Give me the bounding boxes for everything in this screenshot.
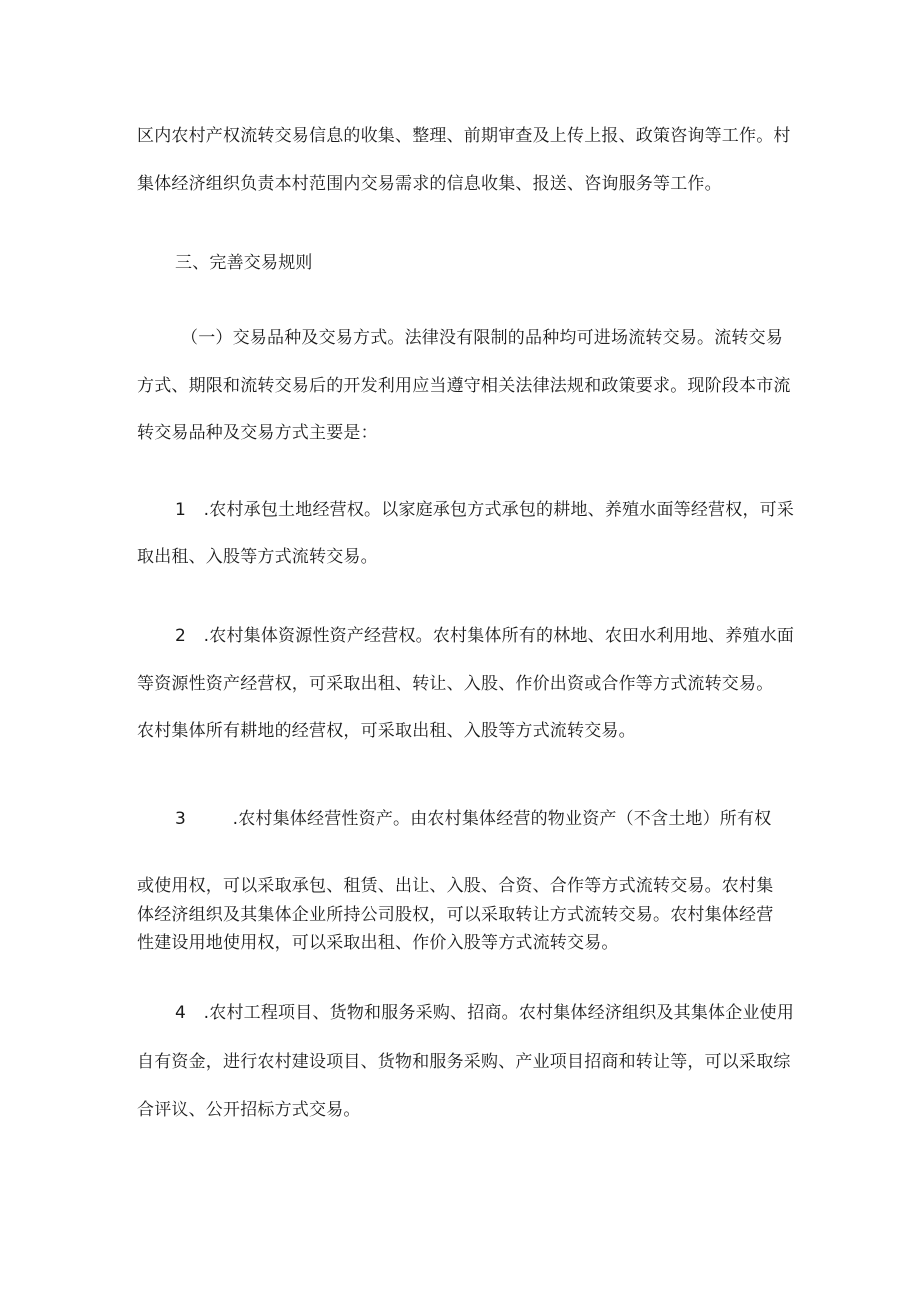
item4-line1 <box>175 1001 794 1025</box>
para1-line2: 集体经济组织负责本村范围内交易需求的信息收集、报送、咨询服务等工作。 <box>137 174 722 194</box>
item1-text: .农村承包土地经营权。以家庭承包方式承包的耕地、养殖水面等经营权，可采 <box>203 500 795 520</box>
item2-line3: 农村集体所有耕地的经营权，可采取出租、入股等方式流转交易。 <box>137 721 636 741</box>
item3-line4: 性建设用地使用权，可以采取出租、作价入股等方式流转交易。 <box>137 933 619 953</box>
item4-line3: 合评议、公开招标方式交易。 <box>137 1100 361 1120</box>
item1-line1 <box>175 498 794 522</box>
item3-number: 3 <box>175 809 187 829</box>
item2-text: .农村集体资源性资产经营权。农村集体所有的林地、农田水利用地、养殖水面 <box>203 626 795 646</box>
item3-line3: 体经济组织及其集体企业所持公司股权，可以采取转让方式流转交易。农村集体经营 <box>137 905 774 925</box>
para-a-line1: （一）交易品种及交易方式。法律没有限制的品种均可进场流转交易。流转交易 <box>181 328 783 348</box>
item3-line2: 或使用权，可以采取承包、租赁、出让、入股、合资、合作等方式流转交易。农村集 <box>137 876 774 896</box>
item4-number: 4 <box>175 1003 187 1023</box>
item2-line2: 等资源性资产经营权，可采取出租、转让、入股、作价出资或合作等方式流转交易。 <box>137 674 774 694</box>
item2-number: 2 <box>175 626 187 646</box>
item3-line1 <box>175 807 771 831</box>
para-a-line2: 方式、期限和流转交易后的开发利用应当遵守相关法律法规和政策要求。现阶段本市流 <box>137 376 791 396</box>
section-heading: 三、完善交易规则 <box>175 253 313 273</box>
item2-line1 <box>175 624 794 648</box>
item3-text: .农村集体经营性资产。由农村集体经营的物业资产（不含土地）所有权 <box>232 809 772 829</box>
item4-line2: 自有资金，进行农村建设项目、货物和服务采购、产业项目招商和转让等，可以采取综 <box>137 1052 791 1072</box>
para-a-line3: 转交易品种及交易方式主要是： <box>137 423 378 443</box>
para1-line1: 区内农村产权流转交易信息的收集、整理、前期审查及上传上报、政策咨询等工作。村 <box>137 126 791 146</box>
item4-text: .农村工程项目、货物和服务采购、招商。农村集体经济组织及其集体企业使用 <box>203 1003 795 1023</box>
item1-number: 1 <box>175 500 187 520</box>
item1-line2: 取出租、入股等方式流转交易。 <box>137 547 378 567</box>
